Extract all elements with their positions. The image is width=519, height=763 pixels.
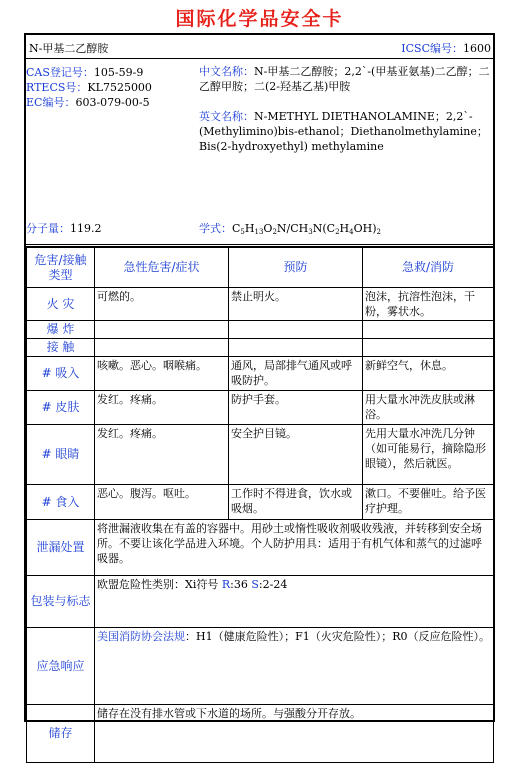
- symptoms-cell: [95, 321, 229, 339]
- packaging-text: 欧盟危险性类别：Xi符号 R:36 S:2-24: [95, 576, 494, 628]
- row-label: 火 灾: [27, 288, 95, 321]
- prevention-cell: [229, 339, 363, 357]
- storage-text: 储存在没有排水管或下水道的场所。与强酸分开存放。: [95, 705, 494, 763]
- first-aid-cell: 泡沫，抗溶性泡沫，干粉，雾状水。: [363, 288, 494, 321]
- header-symptoms: 急性危害/症状: [95, 248, 229, 288]
- prevention-cell: 防护手套。: [229, 391, 363, 425]
- chemical-name: N-甲基二乙醇胺: [29, 42, 109, 55]
- header-prevention: 预防: [229, 248, 363, 288]
- cas-number: CAS登记号：105-59-9: [26, 66, 144, 79]
- table-row: [27, 321, 494, 339]
- rtecs-number: RTECS号：KL7525000: [26, 81, 152, 94]
- emergency-row: [27, 628, 494, 705]
- spill-label: 泄漏处置: [27, 520, 95, 576]
- table-row: [27, 391, 494, 425]
- header-first-aid: 急救/消防: [363, 248, 494, 288]
- safety-card: [24, 33, 495, 740]
- first-aid-cell: [363, 339, 494, 357]
- row-label: # 食入: [27, 485, 95, 520]
- registry-ids: [26, 65, 194, 110]
- symptoms-cell: [95, 339, 229, 357]
- emergency-text: 美国消防协会法规：H1（健康危险性）；F1（火灾危险性）；R0（反应危险性）。: [95, 628, 494, 705]
- first-aid-cell: 用大量水冲洗皮肤或淋浴。: [363, 391, 494, 425]
- identification-section: [26, 59, 493, 247]
- spill-text: 将泄漏液收集在有盖的容器中。用砂土或惰性吸收剂吸收残液，并转移到安全场所。不要让该化学品进入环境。个人防护用具：适用于有机气体和蒸气的过滤呼吸器。: [95, 520, 494, 576]
- card-title: 国际化学品安全卡: [175, 8, 344, 30]
- chemical-formula: 学式：$C_5H_{13}O_2N/CH_3N(C_2H_4OH)_2$: [199, 222, 381, 236]
- chinese-name: 中文名称：N-甲基二乙醇胺；2,2`-(甲基亚氨基)二乙醇；二乙醇甲胺；二(2-羟基乙基)甲胺: [199, 65, 490, 93]
- card-header: [26, 35, 493, 59]
- symptoms-cell: 发红。疼痛。: [95, 425, 229, 485]
- icsc-number: ICSC编号：1600: [401, 42, 491, 55]
- prevention-cell: 通风，局部排气通风或呼吸防护。: [229, 357, 363, 391]
- symptoms-cell: 恶心。腹泻。呕吐。: [95, 485, 229, 520]
- table-row: [27, 485, 494, 520]
- row-label: # 皮肤: [27, 391, 95, 425]
- first-aid-cell: 漱口。不要催吐。给予医疗护理。: [363, 485, 494, 520]
- emergency-label: 应急响应: [27, 628, 95, 705]
- header-type: 危害/接触类型: [27, 248, 95, 288]
- prevention-cell: [229, 321, 363, 339]
- molecular-weight: 分子量：119.2: [26, 222, 102, 235]
- row-label: # 吸入: [27, 357, 95, 391]
- row-label: 接 触: [27, 339, 95, 357]
- table-row: [27, 339, 494, 357]
- symptoms-cell: 发红。疼痛。: [95, 391, 229, 425]
- first-aid-cell: [363, 321, 494, 339]
- english-name: 英文名称：N-METHYL DIETHANOLAMINE；2,2`-(Methylimino)bis-ethanol；Diethanolmethylamine；Bis(2-hydroxyethyl) methylamine: [199, 110, 488, 153]
- symptoms-cell: 咳嗽。恶心。咽喉痛。: [95, 357, 229, 391]
- symptoms-cell: 可燃的。: [95, 288, 229, 321]
- storage-label: 储存: [27, 705, 95, 763]
- packaging-row: [27, 576, 494, 628]
- prevention-cell: 禁止明火。: [229, 288, 363, 321]
- first-aid-cell: 新鲜空气，休息。: [363, 357, 494, 391]
- ec-number: EC编号：603-079-00-5: [26, 96, 150, 109]
- table-row: [27, 425, 494, 485]
- prevention-cell: 安全护目镜。: [229, 425, 363, 485]
- first-aid-cell: 先用大量水冲洗几分钟（如可能易行，摘除隐形眼镜），然后就医。: [363, 425, 494, 485]
- spill-row: [27, 520, 494, 576]
- table-row: [27, 288, 494, 321]
- row-label: 爆 炸: [27, 321, 95, 339]
- storage-row: [27, 705, 494, 763]
- table-header-row: [27, 248, 494, 288]
- table-row: [27, 357, 494, 391]
- prevention-cell: 工作时不得进食，饮水或吸烟。: [229, 485, 363, 520]
- row-label: # 眼睛: [27, 425, 95, 485]
- names-block: [199, 64, 491, 154]
- packaging-label: 包装与标志: [27, 576, 95, 628]
- hazard-table: [26, 247, 494, 763]
